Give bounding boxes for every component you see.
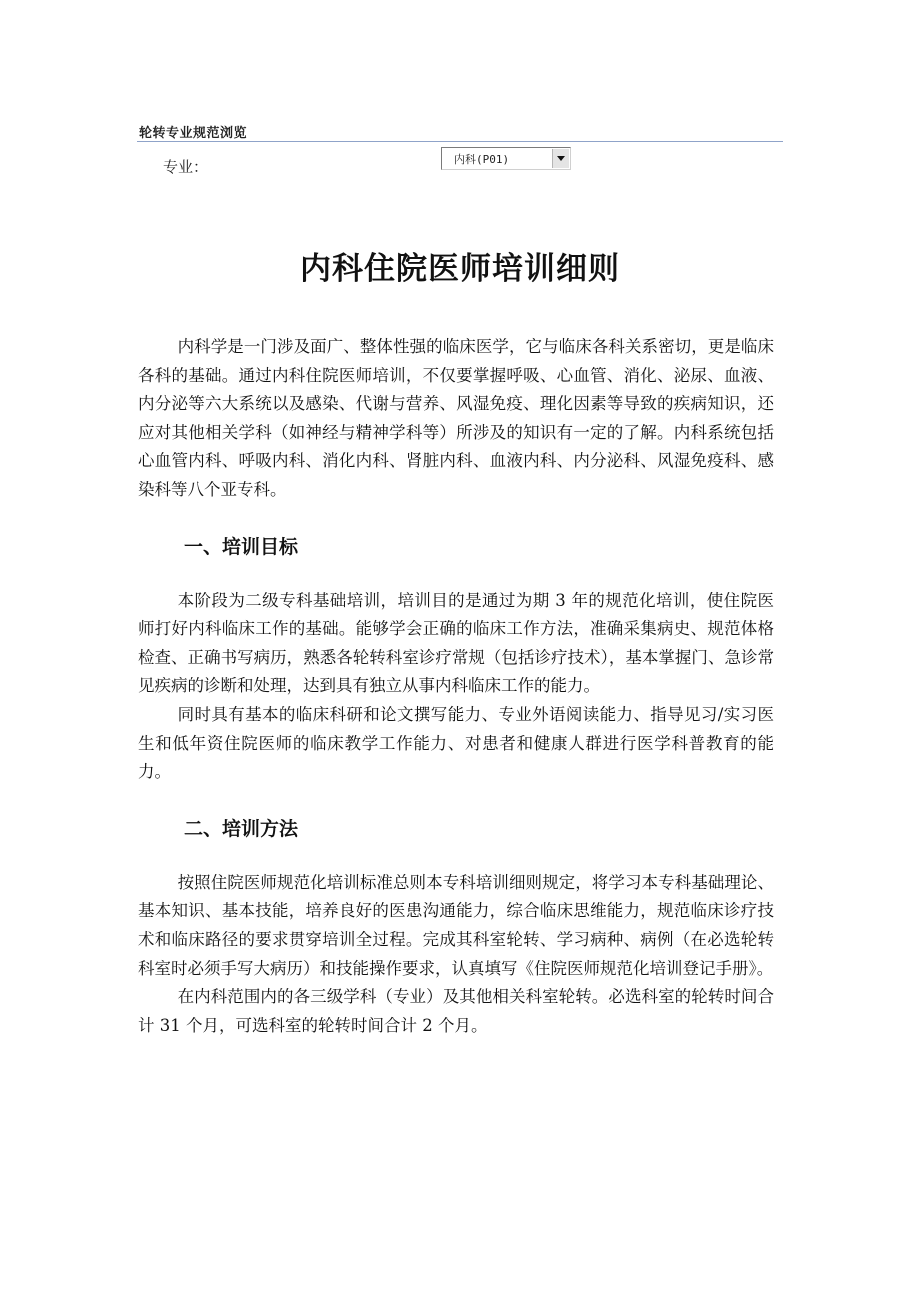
- document-title: 内科住院医师培训细则: [300, 251, 620, 287]
- document-body: [138, 333, 774, 1040]
- header-divider: [137, 141, 783, 142]
- specialty-select[interactable]: [441, 147, 571, 170]
- section-paragraph: 同时具有基本的临床科研和论文撰写能力、专业外语阅读能力、指导见习/实习医生和低年资住院医师的临床教学工作能力、对患者和健康人群进行医学科普教育的能力。: [138, 704, 774, 782]
- page-header-title: 轮转专业规范浏览: [139, 126, 248, 141]
- specialty-label: 专业：: [163, 158, 209, 176]
- section-paragraph: 在内科范围内的各三级学科（专业）及其他相关科室轮转。必选科室的轮转时间合计 31 个月，可选科室的轮转时间合计 2 个月。: [138, 987, 774, 1035]
- section-paragraph: 按照住院医师规范化培训标准总则本专科培训细则规定，将学习本专科基础理论、基本知识、基本技能，培养良好的医患沟通能力，综合临床思维能力，规范临床诊疗技术和临床路径的要求贯穿培训全过程。完成其科室轮转、学习病种、病例（在必选轮转科室时必须手写大病历）和技能操作要求，认真填写《住院医师规范化培训登记手册》。: [138, 872, 774, 978]
- section-paragraph: 本阶段为二级专科基础培训，培训目的是通过为期 3 年的规范化培训，使住院医师打好内科临床工作的基础。能够学会正确的临床工作方法，准确采集病史、规范体格检查、正确书写病历，熟悉各轮转科室诊疗常规（包括诊疗技术），基本掌握门、急诊常见疾病的诊断和处理，达到具有独立从事内科临床工作的能力。: [138, 590, 774, 696]
- intro-paragraph: 内科学是一门涉及面广、整体性强的临床医学，它与临床各科关系密切，更是临床各科的基础。通过内科住院医师培训，不仅要掌握呼吸、心血管、消化、泌尿、血液、内分泌等六大系统以及感染、代谢与营养、风湿免疫、理化因素等导致的疾病知识，还应对其他相关学科（如神经与精神学科等）所涉及的知识有一定的了解。内科系统包括心血管内科、呼吸内科、消化内科、肾脏内科、血液内科、内分泌科、风湿免疫科、感染科等八个亚专科。: [138, 337, 774, 499]
- section-heading-training-methods: 二、培训方法: [184, 817, 299, 840]
- section-heading-training-goals: 一、培训目标: [184, 535, 299, 558]
- chevron-down-icon[interactable]: [552, 149, 569, 168]
- specialty-select-value: 内科(P01): [454, 153, 510, 166]
